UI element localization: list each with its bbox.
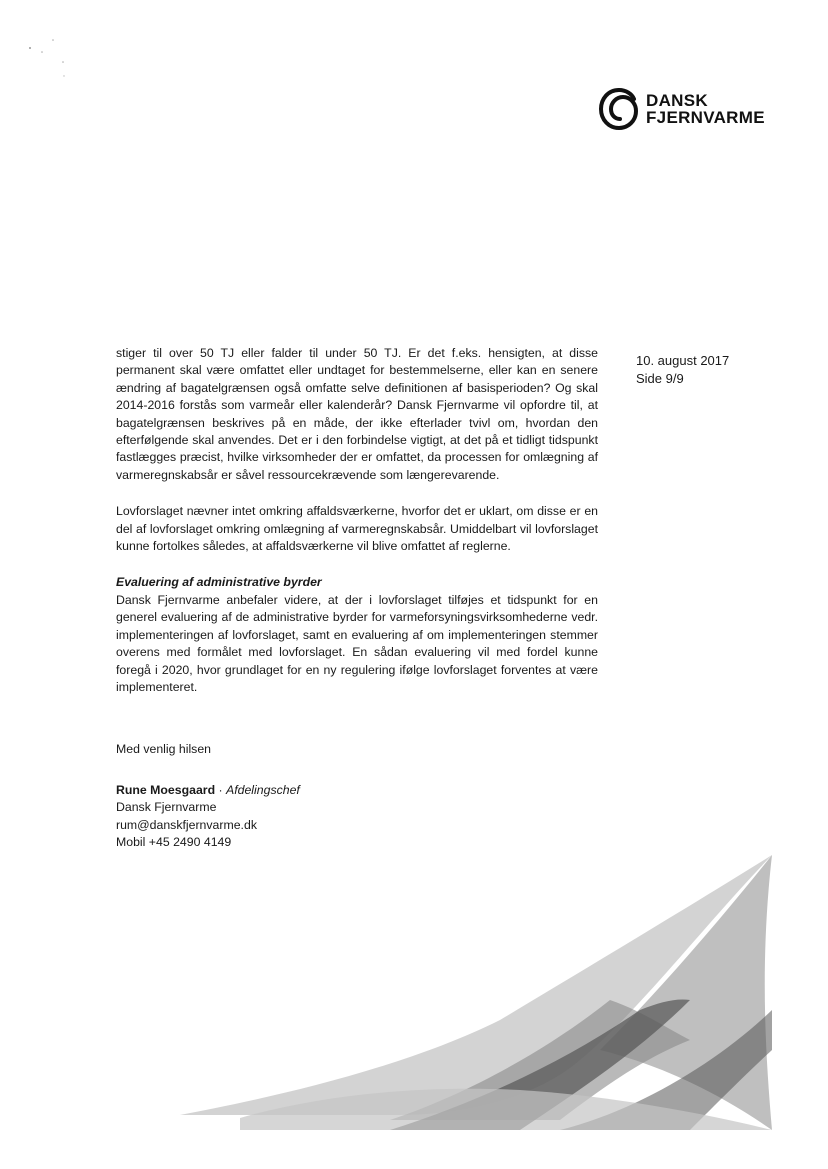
body-paragraph-2: Lovforslaget nævner intet omkring affaldsværkerne, hvorfor det er uklart, om disse er en del af lovforslaget omkring omlægning af varmeregnskabsår. Umiddelbart vil lovforslaget kunne fortolkes således, at affaldsværkerne vil blive omfattet af reglerne. [116,504,598,554]
logo-line-2: FJERNVARME [646,108,765,127]
logo-line-1: DANSK [646,91,708,110]
signature-block [116,782,598,852]
signer-email: rum@danskfjernvarme.dk [116,817,257,832]
body-paragraph-3: Dansk Fjernvarme anbefaler videre, at der i lovforslaget tilføjes et tidspunkt for en generel evaluering af de administrative byrder for varmeforsyningsvirksomhederne vedr. implementeringen af lovforslaget, samt en evaluering af om implementeringen stemmer overens med formålet med lovforslaget. En sådan evaluering vil med fordel kunne foregå i 2020, hvor grundlaget for en ny regulering ifølge lovforslaget forventes at være implementeret. [116,592,598,694]
scan-specks [0,0,120,90]
letter-date: 10. august 2017 [636,353,730,368]
company-logo [596,86,765,132]
signer-phone: Mobil +45 2490 4149 [116,834,232,849]
signer-organization: Dansk Fjernvarme [116,800,217,815]
closing-greeting: Med venlig hilsen [116,742,212,757]
letter-body [116,345,598,851]
signer-title: Afdelingschef [226,782,300,797]
dansk-fjernvarme-logo-icon [596,86,642,132]
page-number: Side 9/9 [636,371,684,386]
signer-name: Rune Moesgaard [116,782,216,797]
body-paragraph-1: stiger til over 50 TJ eller falder til under 50 TJ. Er det f.eks. hensigten, at disse permanent skal være omfattet eller undtaget for bestemmelserne, eller kan en senere ændring af bagatelgrænsen også omfatte selve definitionen af basisperioden? Og skal 2014-2016 forstås som varmeår eller kalenderår? Dansk Fjernvarme vil opfordre til, at bagatelgrænsen beskrives på en måde, der ikke efterlader tvivl om, hvordan den efterfølgende skal anvendes. Det er i den forbindelse vigtigt, at det på et tidligt tidspunkt fastlægges præcist, hvilke virksomheder der er omfattet, da processen for omlægning af varmeregnskabsår er såvel ressourcekrævende som længerevarende. [116,346,598,482]
name-separator: · [215,782,227,797]
section-heading: Evaluering af administrative byrder [116,575,322,590]
letter-meta [636,352,729,388]
